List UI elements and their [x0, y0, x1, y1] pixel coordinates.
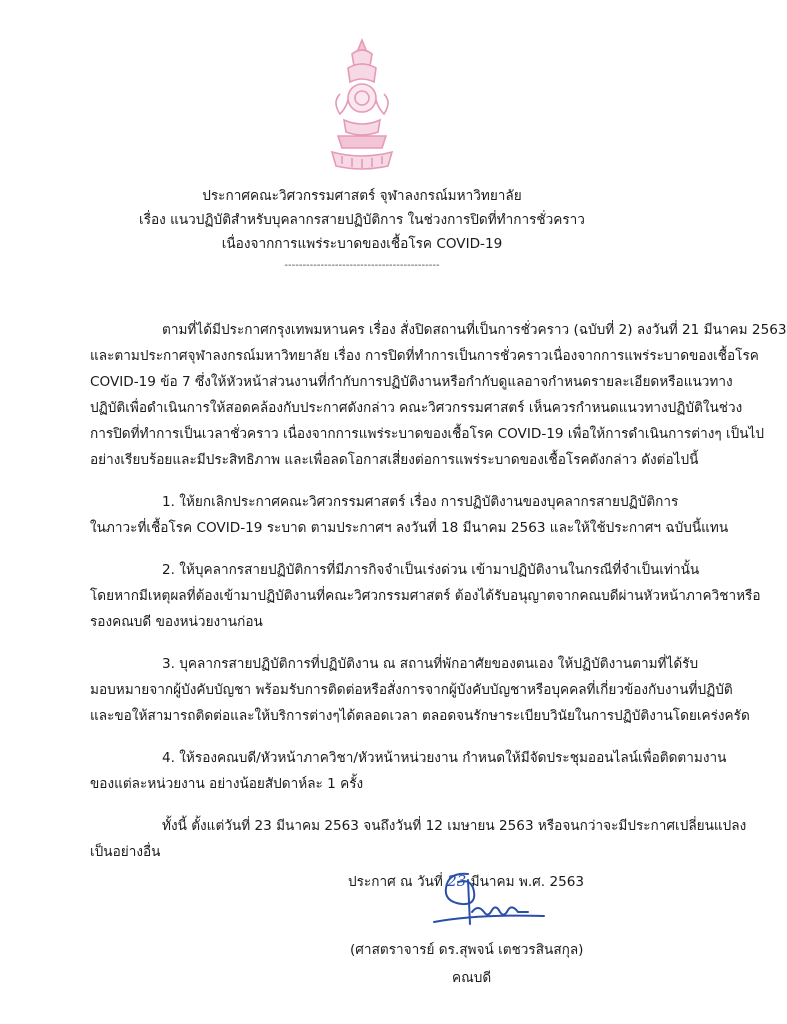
- closing-line: เป็นอย่างอื่น: [90, 844, 161, 860]
- intro-line: และตามประกาศจุฬาลงกรณ์มหาวิทยาลัย เรื่อง การปิดที่ทำการเป็นการชั่วคราวเนื่องจากการแพร่ระบาดของเชื้อโรค: [90, 348, 759, 364]
- item-3-line: 3. บุคลากรสายปฏิบัติการที่ปฏิบัติงาน ณ สถานที่พักอาศัยของตนเอง ให้ปฏิบัติงานตามที่ได้รับ: [162, 656, 699, 672]
- closing-line: ทั้งนี้ ตั้งแต่วันที่ 23 มีนาคม 2563 จนถึงวันที่ 12 เมษายน 2563 หรือจนกว่าจะมีประกาศเปลี่ยนแปลง: [162, 818, 747, 834]
- item-4-line: 4. ให้รองคณบดี/หัวหน้าภาควิชา/หัวหน้าหน่วยงาน กำหนดให้มีจัดประชุมออนไลน์เพื่อติดตามงาน: [162, 750, 727, 766]
- signature-icon: [428, 868, 548, 930]
- header-divider: -------------------------------------------: [284, 260, 440, 271]
- signatory-title: คณบดี: [452, 970, 492, 986]
- item-1-line: 1. ให้ยกเลิกประกาศคณะวิศวกรรมศาสตร์ เรื่อง การปฏิบัติงานของบุคลากรสายปฏิบัติการ: [162, 494, 679, 510]
- intro-line: อย่างเรียบร้อยและมีประสิทธิภาพ และเพื่อลดโอกาสเสี่ยงต่อการแพร่ระบาดของเชื้อโรคดังกล่าว ดังต่อไปนี้: [90, 452, 699, 468]
- date-day-handwritten: 23: [447, 872, 467, 890]
- item-3-line: และขอให้สามารถติดต่อและให้บริการต่างๆได้ตลอดเวลา ตลอดจนรักษาระเบียบวินัยในการปฏิบัติงานโดยเคร่งครัด: [90, 708, 750, 724]
- item-4-line: ของแต่ละหน่วยงาน อย่างน้อยสัปดาห์ละ 1 ครั้ง: [90, 776, 364, 792]
- item-1-line: ในภาวะที่เชื้อโรค COVID-19 ระบาด ตามประกาศฯ ลงวันที่ 18 มีนาคม 2563 และให้ใช้ประกาศฯ ฉบับนี้แทน: [90, 520, 729, 536]
- item-2-line: โดยหากมีเหตุผลที่ต้องเข้ามาปฏิบัติงานที่คณะวิศวกรรมศาสตร์ ต้องได้รับอนุญาตจากคณบดีผ่านหัวหน้าภาควิชาหรือ: [90, 588, 761, 604]
- intro-line: COVID-19 ข้อ 7 ซึ่งให้หัวหน้าส่วนงานที่กำกับการปฏิบัติงานหรือกำกับดูแลอาจกำหนดรายละเอียดหรือแนวทาง: [90, 374, 733, 390]
- intro-line: การปิดที่ทำการเป็นเวลาชั่วคราว เนื่องจากการแพร่ระบาดของเชื้อโรค COVID-19 เพื่อให้การดำเนินการต่างๆ เป็นไป: [90, 426, 764, 442]
- signatory-name: (ศาสตราจารย์ ดร.สุพจน์ เตชวรสินสกุล): [350, 942, 584, 958]
- date-prefix: ประกาศ ณ วันที่: [348, 874, 443, 890]
- header-line-1: ประกาศคณะวิศวกรรมศาสตร์ จุฬาลงกรณ์มหาวิทยาลัย: [202, 188, 522, 204]
- date-suffix: มีนาคม พ.ศ. 2563: [470, 874, 585, 890]
- item-2-line: รองคณบดี ของหน่วยงานก่อน: [90, 614, 263, 630]
- intro-line: ตามที่ได้มีประกาศกรุงเทพมหานคร เรื่อง สั่งปิดสถานที่เป็นการชั่วคราว (ฉบับที่ 2) ลงวันที่ 21 มีนาคม 2563: [162, 322, 787, 338]
- header-line-3: เนื่องจากการแพร่ระบาดของเชื้อโรค COVID-19: [221, 236, 503, 252]
- intro-line: ปฏิบัติเพื่อดำเนินการให้สอดคล้องกับประกาศดังกล่าว คณะวิศวกรรมศาสตร์ เห็นควรกำหนดแนวทางปฏิบัติในช่วง: [90, 400, 743, 416]
- header-line-2: เรื่อง แนวปฏิบัติสำหรับบุคลากรสายปฏิบัติการ ในช่วงการปิดที่ทำการชั่วคราว: [139, 212, 585, 228]
- item-3-line: มอบหมายจากผู้บังคับบัญชา พร้อมรับการติดต่อหรือสั่งการจากผู้บังคับบัญชาหรือบุคคลที่เกี่ยวข้องกับงานที่ปฏิบัติ: [90, 682, 733, 698]
- item-2-line: 2. ให้บุคลากรสายปฏิบัติการที่มีภารกิจจำเป็นเร่งด่วน เข้ามาปฏิบัติงานในกรณีที่จำเป็นเท่านั้น: [162, 562, 700, 578]
- chulalongkorn-emblem-icon: [322, 36, 402, 176]
